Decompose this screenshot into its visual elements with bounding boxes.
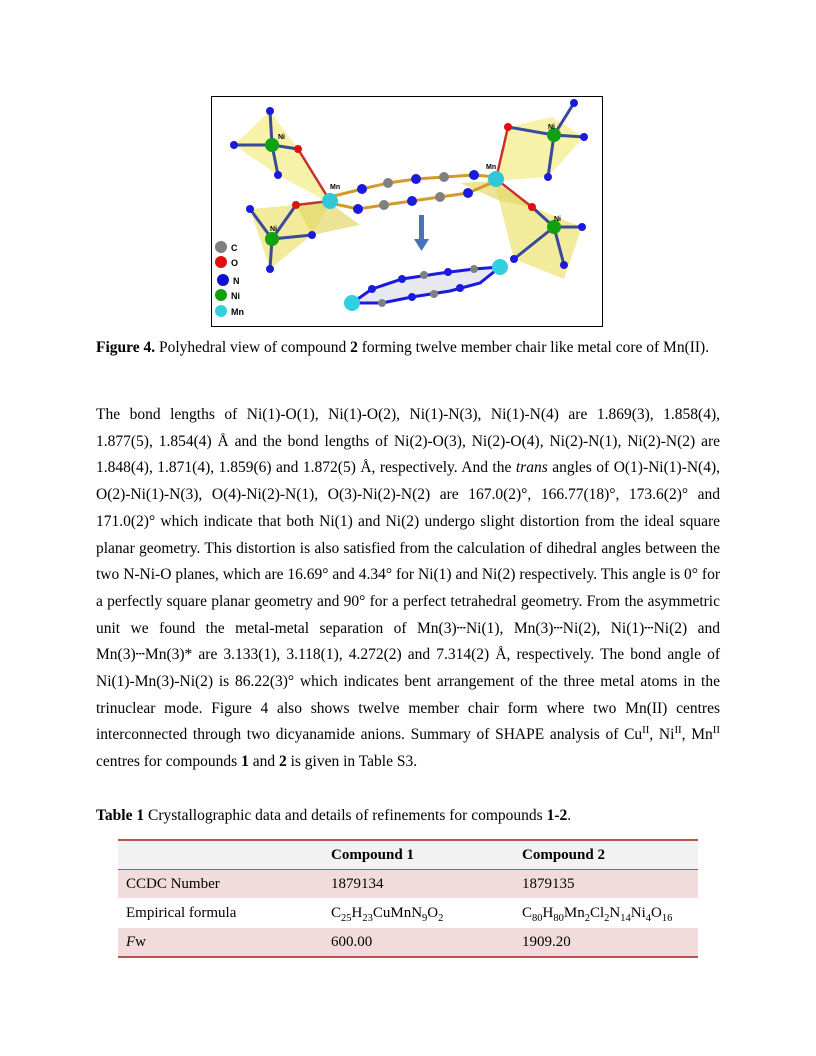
body-s6: and: [248, 753, 279, 771]
legend-n-swatch: [217, 274, 229, 286]
body-paragraph: [96, 402, 720, 776]
legend-n-label: N: [233, 276, 240, 286]
body-b1: 1: [241, 753, 249, 771]
legend-c-swatch: [215, 241, 227, 253]
fw-compound-2: 1909.20: [514, 928, 698, 958]
header-compound-2: Compound 2: [514, 840, 698, 870]
legend-ni-label: Ni: [231, 291, 240, 301]
body-s3: , Ni: [649, 726, 675, 744]
ni-label-1: Ni: [278, 134, 285, 141]
caption-label: Figure 4.: [96, 339, 156, 356]
polyhedral-structure-diagram: [212, 97, 602, 326]
body-s5: centres for compounds: [96, 753, 242, 771]
ccdc-compound-2: 1879135: [514, 870, 698, 899]
body-sup2: II: [674, 724, 682, 737]
body-s2: angles of O(1)-Ni(1)-N(4), O(2)-Ni(1)-N(3), O(4)-Ni(2)-N(1), O(3)-Ni(2)-N(2) are 167.0(2)°, 166.77(18)°, 173.6(2)° and 171.0(2)° which indicate that both Ni(1) and Ni(2) undergo slight distortion from the ideal square planar geometry. This distortion is also satisfied from the calculation of dihedral angles between the two N-Ni-O planes, which are 16.69° and 4.34° for Ni(1) and Ni(2) respectively. This angle is 0° for a perfectly square planar geometry and 90° for a perfect tetrahedral geometry. From the asymmetric unit we found the metal-metal separation of Mn(3)┄Ni(1), Mn(3)┄Ni(2), Ni(1)┄Ni(2) and Mn(3)┄Mn(3)* are 3.133(1), 3.118(1), 4.272(2) and 7.314(2) Å, respectively. The bond angle of Ni(1)-Mn(3)-Ni(2) is 86.22(3)° which indicates bent arrangement of the three metal atoms in the trinuclear mode. Figure 4 also shows twelve member chair form where two Mn(II) centres interconnected through two dicyanamide anions. Summary of SHAPE analysis of Cu: [96, 459, 720, 744]
mn-label-2: Mn: [486, 164, 497, 171]
left-upper-polyhedron: [234, 111, 330, 203]
legend-mn-label: Mn: [231, 307, 244, 317]
header-cell-empty: [118, 840, 323, 870]
table-header-row: [118, 840, 698, 870]
caption-compound: 2: [350, 339, 358, 356]
body-s7: is given in Table S3.: [286, 753, 418, 771]
formula-compound-2: $C_{80}H_{80}Mn_2Cl_2N_{14}Ni_4O_{16}$: [514, 899, 698, 928]
figure-4-image: [211, 96, 603, 327]
ni-atom-left-lower: [265, 232, 279, 246]
body-s1: The bond lengths of Ni(1)-O(1), Ni(1)-O(2), Ni(1)-N(3), Ni(1)-N(4) are 1.869(3), 1.858(4), 1.877(5), 1.854(4) Å and the bond lengths of Ni(2)-O(3), Ni(2)-O(4), Ni(2)-N(1), Ni(2)-N(2) are 1.848(4), 1.871(4), 1.859(6) and 1.872(5) Å, respectively. And the: [96, 406, 720, 477]
table-title-end: .: [567, 807, 572, 824]
formula-compound-1: $C_{25}H_{23}CuMnN_9O_2$: [323, 899, 514, 928]
header-compound-1: Compound 1: [323, 840, 514, 870]
mn-label-1: Mn: [330, 184, 341, 191]
formula-label: Empirical formula: [118, 899, 323, 928]
crystallographic-table: [118, 839, 698, 958]
legend-o-label: O: [231, 258, 239, 268]
table-label: Table 1: [96, 807, 145, 824]
ccdc-compound-1: 1879134: [323, 870, 514, 899]
fw-label: [118, 928, 323, 958]
body-b2: 2: [278, 753, 287, 771]
fw-compound-1: 600.00: [323, 928, 514, 958]
down-arrow-icon: [414, 215, 429, 251]
legend-ni-swatch: [215, 289, 227, 301]
figure-caption: [96, 336, 720, 360]
caption-text-a: Polyhedral view of compound: [155, 339, 351, 356]
body-sup3: II: [712, 724, 720, 737]
ni-atom-left-upper: [265, 138, 279, 152]
body-s4: , Mn: [681, 726, 713, 744]
body-trans: trans: [515, 459, 548, 477]
chair-core-diagram: [344, 259, 508, 311]
mn-atom-left: [322, 193, 338, 209]
table-title-range: 1-2: [546, 807, 568, 824]
table-title: [96, 804, 720, 828]
legend-c-label: C: [231, 243, 238, 253]
ni-label-2: Ni: [270, 226, 277, 233]
table-title-text: Crystallographic data and details of refinements for compounds: [144, 807, 547, 824]
fw-label-italic: F: [126, 933, 136, 950]
body-sup1: II: [642, 724, 650, 737]
ni-label-3: Ni: [548, 124, 555, 131]
ni-label-4: Ni: [554, 216, 561, 223]
ccdc-label: CCDC Number: [118, 870, 323, 899]
fw-label-rest: w: [135, 933, 147, 950]
mn-atom-right: [488, 171, 504, 187]
table-row-ccdc: [118, 870, 698, 899]
legend-mn-swatch: [215, 305, 227, 317]
legend: [215, 241, 244, 317]
legend-o-swatch: [215, 256, 227, 268]
table-row-formula: [118, 899, 698, 928]
caption-text-b: forming twelve member chair like metal core of Mn(II).: [357, 339, 710, 356]
table-row-fw: [118, 928, 698, 958]
